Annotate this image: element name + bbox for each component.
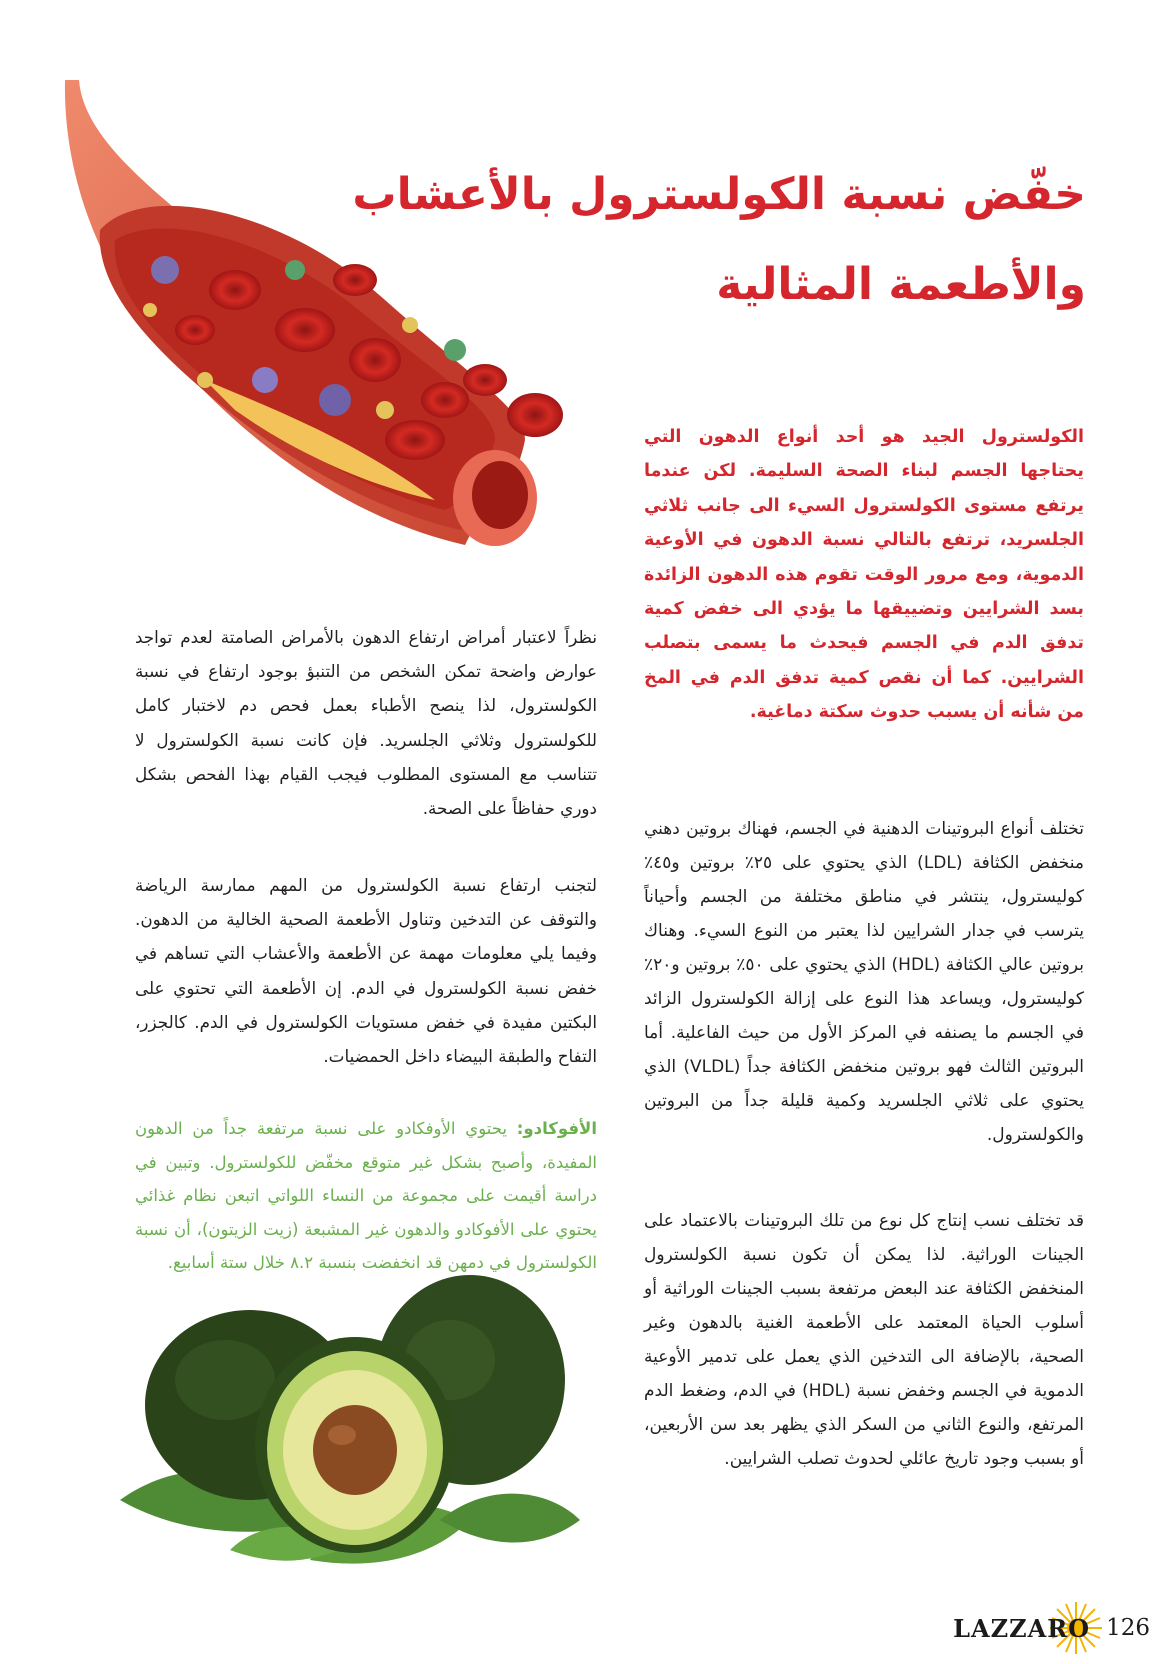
intro-text: الكولسترول الجيد هو أحد أنواع الدهون التي يحتاجها الجسم لبناء الصحة السليمة. لكن عندما يرتفع مستوى الكولسترول السيء الى جانب ثلاثي الجلسريد، ترتفع بالتالي نسبة الدهون في الأوعية الدموية، ومع مرور الوقت تقوم هذه الدهون الزائدة بسد الشرايين وتضييقها ما يؤدي الى خفض كمية تدفق الدم في الجسم فيحدث ما يسمى بتصلب الشرايين. كما أن نقص كمية تدفق الدم في المخ من شأنه أن يسبب حدوث سكتة دماغية. (644, 427, 1084, 723)
right-column-paragraph-2 (644, 1204, 1084, 1476)
brand-text: LAZZARO (953, 1613, 1091, 1643)
paragraph-genetics: قد تختلف نسب إنتاج كل نوع من تلك البروتينات بالاعتماد على الجينات الوراثية. لذا يمكن أن تكون نسبة الكولسترول المنخفض الكثافة عند البعض مرتفعة بسبب الجينات الوراثية أو أسلوب الحياة المعتمد على الأطعمة الغنية بالدهون وغير الصحية، بالإضافة الى التدخين الذي يعمل على تدمير الأوعية الدموية في الجسم وخفض نسبة (HDL) في الدم، وضغط الدم المرتفع، والنوع الثاني من السكر الذي يظهر بعد سن الأربعين، أو بسبب وجود تاريخ عائلي لحدوث تصلب الشرايين. (644, 1211, 1085, 1469)
intro-paragraph (644, 420, 1084, 730)
article-title (206, 150, 1086, 330)
page-number: 126 (1106, 1615, 1150, 1641)
page-footer (953, 1606, 1150, 1650)
title-line-2: والأطعمة المثالية (716, 259, 1086, 310)
paragraph-prevention: لتجنب ارتفاع نسبة الكولسترول من المهم ممارسة الرياضة والتوقف عن التدخين وتناول الأطعمة الصحية الخالية من الدهون. وفيما يلي معلومات مهمة عن الأطعمة والأعشاب التي تساهم في خفض نسبة الكولسترول في الدم. إن الأطعمة التي تحتوي على البكتين مفيدة في خفض مستويات الكولسترول في الدم. كالجزر، التفاح والطبقة البيضاء داخل الحمضيات. (135, 875, 597, 1067)
paragraph-lipoproteins: تختلف أنواع البروتينات الدهنية في الجسم، فهناك بروتين دهني منخفض الكثافة (LDL) الذي يحتوي على ٢٥٪ بروتين و٤٥٪ كوليسترول، ينتشر في مناطق مختلفة من الجسم وأحياناً يترسب في جدار الشرايين لذا يعتبر من النوع السيء. وهناك بروتين عالي الكثافة (HDL) الذي يحتوي على ٥٠٪ بروتين و٢٠٪ كوليسترول، ويساعد هذا النوع على إزالة الكولسترول الزائد في الجسم ما يصنفه في المركز الأول من حيث الفاعلية. أما البروتين الثالث فهو بروتين منخفض الكثافة جداً (VLDL) الذي يحتوي على ثلاثي الجلسريد وكمية قليلة جداً من البروتين والكولسترول. (644, 819, 1085, 1145)
left-column-paragraph-1 (135, 620, 597, 825)
paragraph-silent-disease: نظراً لاعتبار أمراض ارتفاع الدهون بالأمراض الصامتة لعدم تواجد عوارض واضحة تمكن الشخص من التنبؤ بوجود ارتفاع في نسبة الكولسترول، لذا ينصح الأطباء بعمل فحص دم لاختبار كامل للكولسترول وثلاثي الجلسريد. فإن كانت نسبة الكولسترول لا تتناسب مع المستوى المطلوب فيجب القيام بهذا الفحص بشكل دوري حفاظاً على الصحة. (135, 627, 597, 819)
avocado-paragraph (135, 1112, 597, 1280)
avocado-lead: الأفوكادو: (516, 1119, 597, 1138)
magazine-brand (953, 1614, 1090, 1643)
right-column-paragraph-1 (644, 812, 1084, 1152)
left-column-paragraph-2 (135, 868, 597, 1073)
avocado-text: يحتوي الأوفكادو على نسبة مرتفعة جداً من الدهون المفيدة، وأصبح بشكل غير متوقع مخفّض للكولسترول. وتبين في دراسة أقيمت على مجموعة من النساء اللواتي اتبعن نظام غذائي يحتوي على الأفوكادو والدهون غير المشبعة (زيت الزيتون)، أن نسبة الكولسترول في دمهن قد انخفضت بنسبة ٨.٢ خلال ستة أسابيع. (135, 1119, 597, 1272)
title-line-1: خفّض نسبة الكولسترول بالأعشاب (352, 169, 1086, 220)
avocado-image (110, 1270, 590, 1570)
